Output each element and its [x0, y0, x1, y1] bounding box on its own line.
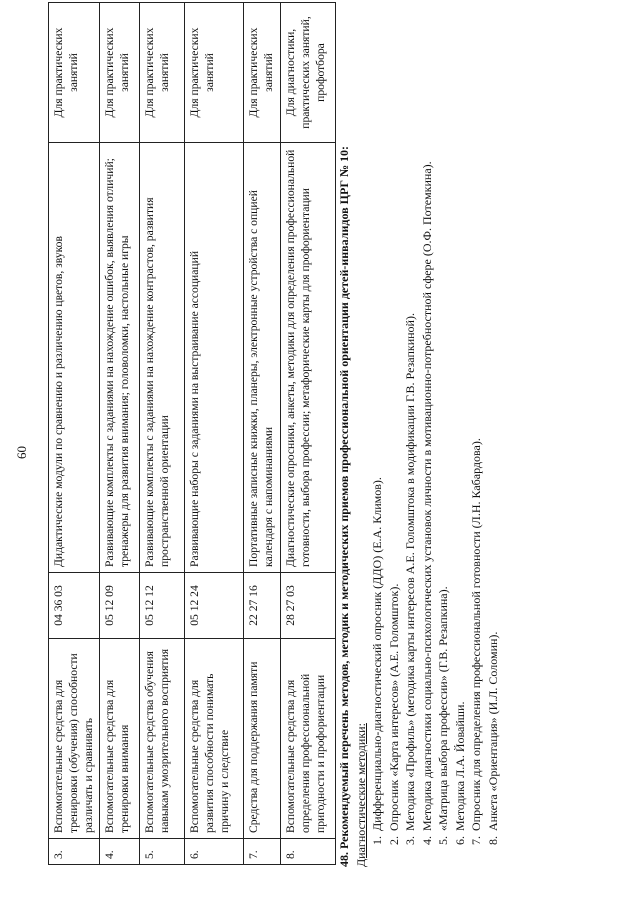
list-item: 4. Методика диагностики социально-психологических установок личности в мотивационно-потребностной сфере (О.Ф. Потемкина).	[419, 1, 436, 833]
section-heading: 48. Рекомендуемый перечень методов, методик и методических приемов профессиональной ориентации детей-инвалидов ЦРГ № 10:	[337, 145, 351, 867]
means-description: Диагностические опросники, анкеты, методики для определения профессиональной готовности, выбора профессии; метафорические карты для профориентации	[281, 143, 336, 573]
means-name: Вспомогательные средства для развития способности понимать причину и следствие	[185, 639, 244, 839]
means-name: Вспомогательные средства для определения профессиональной пригодности и профориентации	[281, 639, 336, 839]
row-number: 4.	[100, 839, 140, 865]
table-row	[244, 3, 281, 865]
means-description: Дидактические модули по сравнению и различению цветов, звуков	[49, 143, 100, 573]
list-item: 8. Анкета «Ориентация» (И.Л. Соломин).	[485, 1, 502, 833]
table-row	[100, 3, 140, 865]
table-row	[185, 3, 244, 865]
means-purpose: Для практических занятий	[49, 3, 100, 143]
row-number: 6.	[185, 839, 244, 865]
means-code: 05 12 24	[185, 573, 244, 639]
list-item: 7. Опросник для определения профессиональной готовности (Л.Н. Кабардова).	[468, 1, 485, 833]
row-number: 8.	[281, 839, 336, 865]
means-purpose: Для практических занятий	[244, 3, 281, 143]
means-code: 04 36 03	[49, 573, 100, 639]
means-name: Вспомогательные средства обучения навыкам умозрительного восприятия	[140, 639, 185, 839]
means-description: Портативные записные книжки, планеры, электронные устройства с опцией календаря с напоминаниями	[244, 143, 281, 573]
means-purpose: Для практических занятий	[100, 3, 140, 143]
means-purpose: Для практических занятий	[140, 3, 185, 143]
means-code: 05 12 12	[140, 573, 185, 639]
section-subheading: Диагностические методики:	[353, 723, 368, 867]
means-name: Вспомогательные средства для тренировки внимания	[100, 639, 140, 839]
list-item: 1. Дифференциально-диагностический опросник (ДДО) (Е.А. Климов).	[369, 1, 386, 833]
methods-list	[369, 1, 501, 867]
table-row	[281, 3, 336, 865]
table-row	[49, 3, 100, 865]
list-item: 5. «Матрица выбора профессии» (Г.В. Резапкина).	[435, 1, 452, 833]
methods-section	[336, 1, 501, 867]
list-item: 2. Опросник «Карта интересов» (А.Е. Голомшток).	[386, 1, 403, 833]
means-purpose: Для диагностики, практических занятий, профотбора	[281, 3, 336, 143]
means-name: Средства для поддержания памяти	[244, 639, 281, 839]
page-number: 60	[14, 446, 29, 459]
means-code: 22 27 16	[244, 573, 281, 639]
means-name: Вспомогательные средства для тренировки (обучения) способности различать и сравнивать	[49, 639, 100, 839]
rehab-means-table	[48, 2, 336, 865]
list-item: 6. Методика Л.А. Йовайши.	[452, 1, 469, 833]
list-item: 3. Методика «Профиль» (методика карты интересов А.Е. Голомштока в модификации Г.В. Резапкиной).	[402, 1, 419, 833]
table-row	[140, 3, 185, 865]
row-number: 3.	[49, 839, 100, 865]
means-description: Развивающие комплекты с заданиями на нахождение контрастов, развития пространственной ориентации	[140, 143, 185, 573]
means-code: 05 12 09	[100, 573, 140, 639]
means-purpose: Для практических занятий	[185, 3, 244, 143]
means-description: Развивающие наборы с заданиями на выстраивание ассоциаций	[185, 143, 244, 573]
means-description: Развивающие комплекты с заданиями на нахождение ошибок, выявления отличий; тренажеры для развития внимания; головоломки, настольные игры	[100, 143, 140, 573]
means-code: 28 27 03	[281, 573, 336, 639]
row-number: 7.	[244, 839, 281, 865]
row-number: 5.	[140, 839, 185, 865]
